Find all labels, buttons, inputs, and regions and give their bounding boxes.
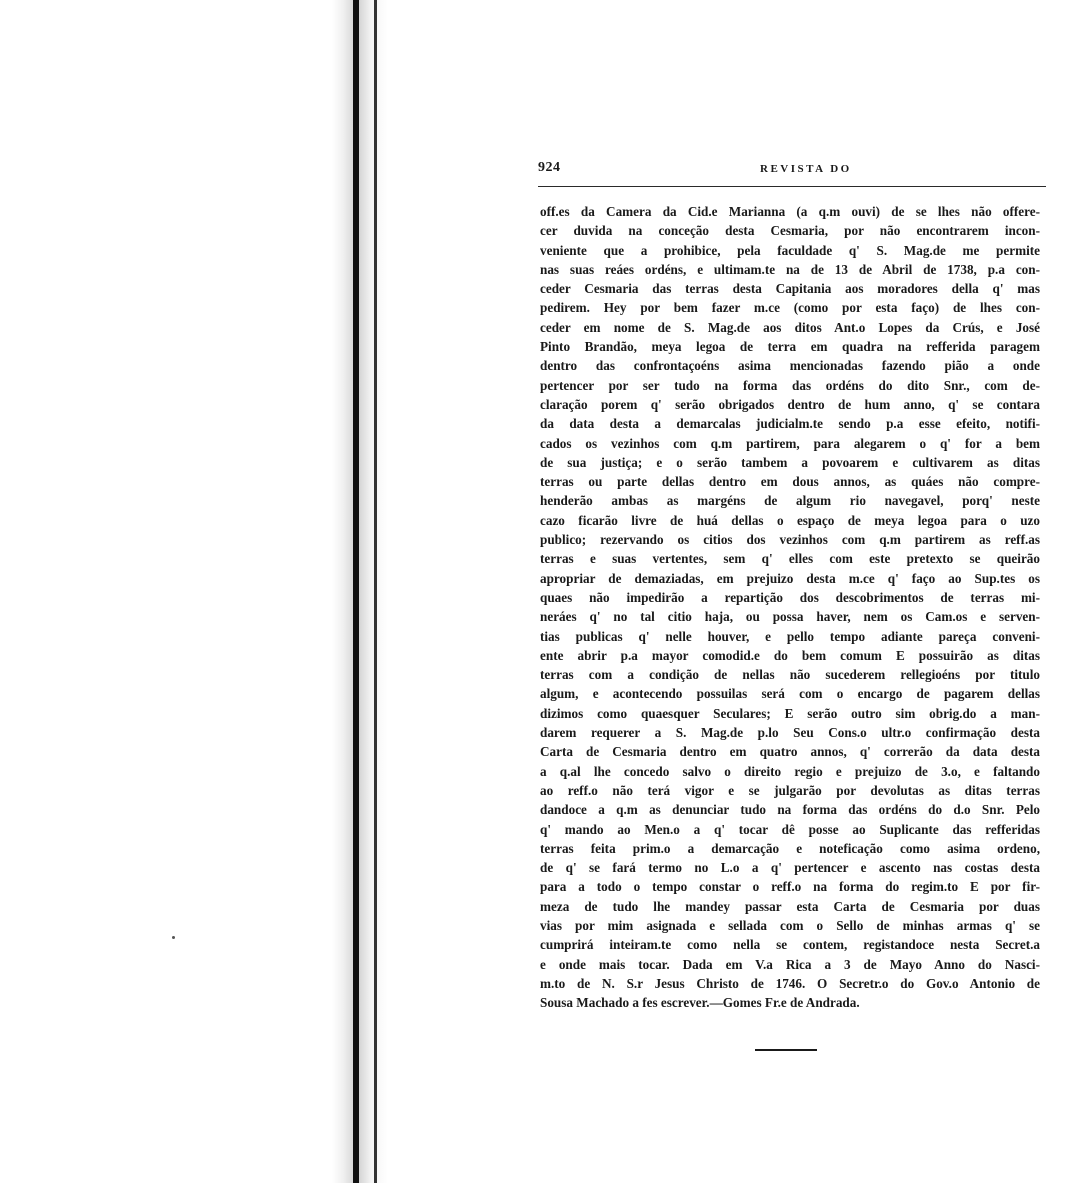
book-gutter [332, 0, 388, 1183]
end-rule [755, 1049, 817, 1051]
text-line: quaes não impedirão a repartição dos descobrimentos de terras mi- [540, 589, 1040, 605]
header-rule [538, 186, 1046, 187]
text-line: dentro das confrontaçoéns asima mencionadas fazendo pião a onde [540, 358, 1040, 374]
text-line: de sua justiça; e o serão tambem a povoarem e cultivarem as ditas [540, 454, 1040, 470]
text-line: nas suas reáes ordéns, e ultimam.te na de 13 de Abril de 1738, p.a con- [540, 261, 1040, 277]
text-line: pertencer por ser tudo na forma das ordéns do dito Snr., com de- [540, 377, 1040, 393]
header-title: REVISTA DO [760, 163, 852, 175]
text-line: terras e suas vertentes, sem q' elles com este pretexto se queirão [540, 551, 1040, 567]
text-line: vias por mim asignada e sellada com o Sello de minhas armas q' se [540, 917, 1040, 933]
gutter-shadow-line [353, 0, 359, 1183]
text-line: tias publicas q' nelle houver, e pello tempo adiante pareça conveni- [540, 628, 1040, 644]
text-line: ceder em nome de S. Mag.de aos ditos Ant.o Lopes da Crús, e José [540, 319, 1040, 335]
running-head [538, 160, 1046, 182]
text-line: dizimos como quaesquer Seculares; E serão outro sim obrig.do a man- [540, 705, 1040, 721]
text-line: cumprirá inteiram.te como nella se contem, registandoce nesta Secret.a [540, 937, 1040, 953]
text-line: ente abrir p.a mayor comodid.e do bem comum E possuirão as ditas [540, 647, 1040, 663]
text-line: terras com a condição de nellas não sucederem rellegioéns por titulo [540, 667, 1040, 683]
text-line: e onde mais tocar. Dada em V.a Rica a 3 de Mayo Anno do Nasci- [540, 956, 1040, 972]
text-line: darem requerer a S. Mag.de p.lo Seu Cons.o ultr.o confirmação desta [540, 725, 1040, 741]
text-line: m.to de N. S.r Jesus Christo de 1746. O Secretr.o do Gov.o Antonio de [540, 975, 1040, 991]
text-line: algum, e acontecendo possuilas será com o encargo de pagarem dellas [540, 686, 1040, 702]
text-line: Carta de Cesmaria dentro em quatro annos, q' correrão da data desta [540, 744, 1040, 760]
paper-speck [172, 936, 175, 939]
text-line: cer duvida na conceção desta Cesmaria, por não encontrarem incon- [540, 223, 1040, 239]
text-line: Pinto Brandão, meya legoa de terra em quadra na refferida paragem [540, 339, 1040, 355]
text-line: para a todo o tempo constar o reff.o na forma do regim.to E por fir- [540, 879, 1040, 895]
body-text [540, 202, 1040, 1012]
text-line: cados os vezinhos com q.m partirem, para alegarem o q' for a bem [540, 435, 1040, 451]
text-line: de q' se fará termo no L.o a q' pertencer e ascento nas costas desta [540, 860, 1040, 876]
text-line: neráes q' no tal citio haja, ou possa haver, nem os Cam.os e serven- [540, 609, 1040, 625]
text-line: terras feita prim.o a demarcação e noteficação como asima ordeno, [540, 840, 1040, 856]
text-line: publico; rezervando os citios dos vezinhos com q.m partirem as reff.as [540, 532, 1040, 548]
text-line: cazo ficarão livre de huá dellas o espaço de meya legoa para o uzo [540, 512, 1040, 528]
text-line: pedirem. Hey por bem fazer m.ce (como por esta faço) de lhes con- [540, 300, 1040, 316]
text-line: ceder Cesmaria das terras desta Capitania aos moradores della q' mas [540, 281, 1040, 297]
gutter-edge-line [374, 0, 377, 1183]
text-line: da data desta a demarcalas judicialm.te sendo p.a esse efeito, notifi- [540, 416, 1040, 432]
text-line: meza de tudo lhe mandey passar esta Carta de Cesmaria por duas [540, 898, 1040, 914]
text-line: veniente que a prohibice, pela faculdade q' S. Mag.de me permite [540, 242, 1040, 258]
text-line: ao reff.o não terá vigor e se julgarão por devolutas as ditas terras [540, 782, 1040, 798]
text-line: a q.al lhe concedo salvo o direito regio e prejuizo de 3.o, e faltando [540, 763, 1040, 779]
text-line: terras ou parte dellas dentro em dous annos, as quáes não compre- [540, 474, 1040, 490]
text-line: claração porem q' serão obrigados dentro de hum anno, q' se contara [540, 396, 1040, 412]
text-line: q' mando ao Men.o a q' tocar dê posse ao Suplicante das refferidas [540, 821, 1040, 837]
text-line-last: Sousa Machado a fes escrever.—Gomes Fr.e de Andrada. [540, 995, 860, 1011]
text-line: dandoce a q.m as denunciar tudo na forma das ordéns do d.o Snr. Pelo [540, 802, 1040, 818]
text-line: henderão ambas as margéns de algum rio navegavel, porq' neste [540, 493, 1040, 509]
text-line: apropriar de demaziadas, em prejuizo desta m.ce q' faço ao Sup.tes os [540, 570, 1040, 586]
text-line: off.es da Camera da Cid.e Marianna (a q.m ouvi) de se lhes não offere- [540, 204, 1040, 219]
page-number: 924 [538, 160, 561, 175]
